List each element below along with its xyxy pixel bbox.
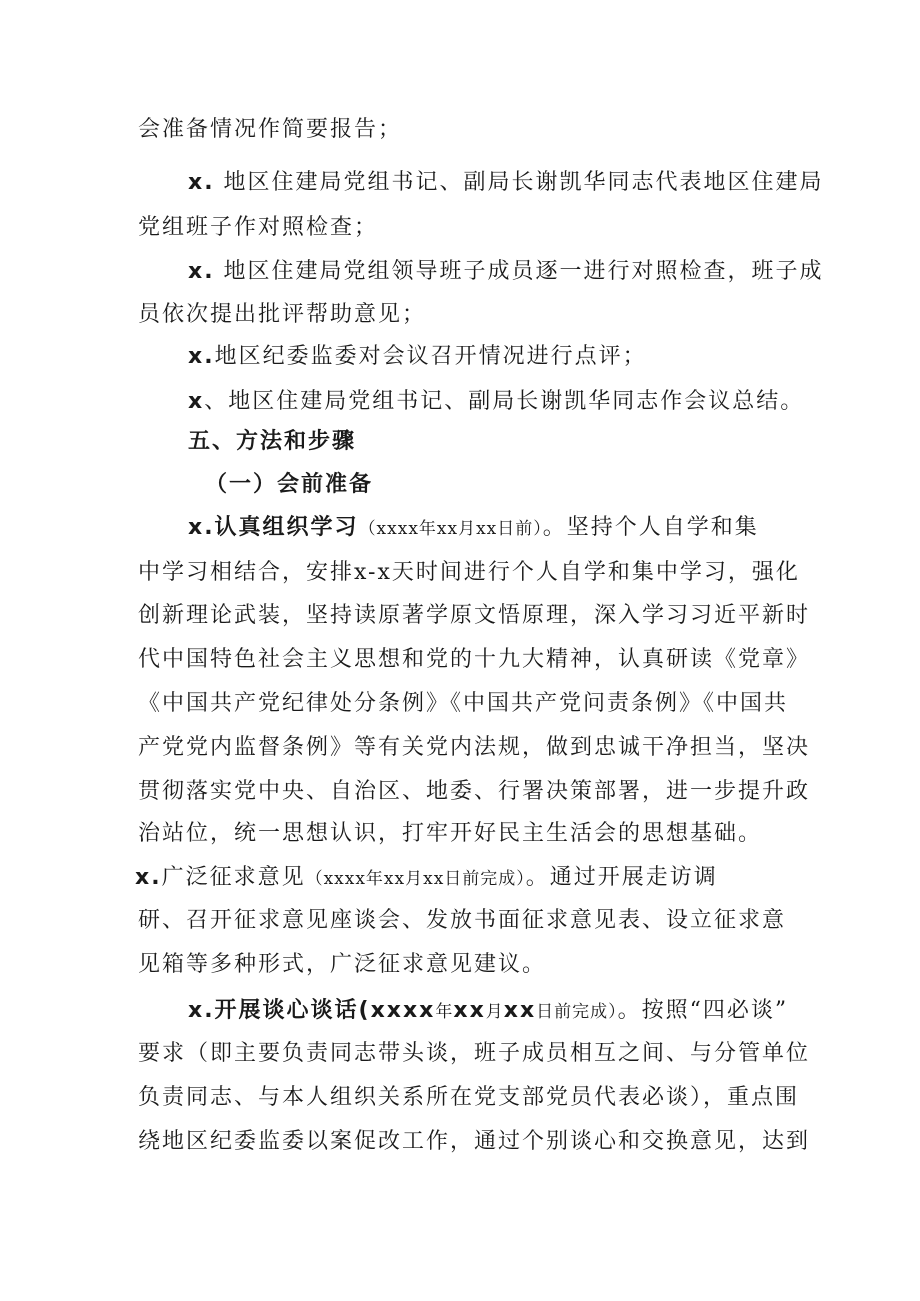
line-text: 治站位，统一思想认识，打牢开好民主生活会的思想基础。 (138, 821, 763, 846)
line-text: 会准备情况作简要报告； (138, 117, 403, 142)
item-number: x (188, 389, 205, 414)
heading-text: 五、方法和步骤 (188, 429, 357, 454)
paragraph-line (138, 645, 810, 675)
paragraph-line (138, 906, 786, 936)
line-text: 地区纪委监委对会议召开情况进行点评； (214, 344, 647, 369)
text-line (138, 300, 426, 330)
line-text: 负责同志、与本人组织关系所在党支部党员代表必谈），重点围 (138, 1085, 800, 1110)
date-value: xx (453, 998, 486, 1023)
date-value: xx (503, 998, 537, 1023)
paragraph-line (138, 950, 546, 980)
date-unit: 月 (485, 1002, 504, 1022)
line-text: 研、召开征求意见座谈会、发放书面征求意见表、设立征求意 (138, 908, 787, 933)
paragraph-line (138, 601, 810, 631)
line-text: 党组班子作对照检查； (138, 215, 379, 240)
list-item (188, 257, 824, 287)
line-text: 绕地区纪委监委以案促改工作，通过个别谈心和交换意见，达到 (138, 1129, 811, 1154)
line-text: 产党党内监督条例》等有关党内法规，做到忠诚干净担当，坚决 (138, 735, 811, 760)
subsection-heading (205, 470, 373, 500)
line-text: 见箱等多种形式，广泛征求意见建议。 (138, 952, 547, 977)
list-item (188, 342, 647, 372)
heading-text: （一）会前准备 (205, 472, 374, 497)
paragraph-line (138, 777, 810, 807)
item-number: x. (188, 170, 215, 195)
item-number: x. (188, 344, 215, 369)
line-text: 地区住建局党组书记、副局长谢凯华同志代表地区住建局 (214, 170, 824, 195)
date-unit: 年 (435, 1002, 454, 1022)
paragraph-line (188, 513, 759, 544)
line-text: 《中国共产党纪律处分条例》《中国共产党问责条例》《中国共 (138, 691, 789, 716)
line-text: 贯彻落实党中央、自治区、地委、行署决策部署，进一步提升政 (138, 779, 811, 804)
line-text: 中学习相结合，安排x-x天时间进行个人自学和集中学习，强化 (138, 560, 800, 585)
paragraph-line (188, 996, 788, 1027)
item-date: 日前完成） (536, 1002, 618, 1022)
paragraph-line (138, 1083, 799, 1113)
paragraph-line (138, 819, 762, 849)
item-date: （xxxx年xx月xx日前完成） (305, 869, 526, 889)
item-date: （xxxx年xx月xx日前） (358, 519, 543, 539)
line-text: 要求（即主要负责同志带头谈，班子成员相互之间、与分管单位 (138, 1041, 811, 1066)
paragraph-line (138, 733, 810, 763)
item-title: x.认真组织学习 (188, 515, 359, 540)
item-title: 广泛征求意见 (161, 865, 306, 890)
line-text: 。按照“四必谈” (617, 998, 789, 1023)
item-number: x. (188, 259, 215, 284)
paragraph-line (138, 558, 800, 588)
item-number: x. (135, 865, 162, 890)
paragraph-line (138, 1039, 810, 1069)
list-item (188, 387, 804, 417)
paragraph-line (138, 1127, 810, 1157)
section-heading (188, 427, 356, 457)
text-line (138, 115, 402, 145)
line-text: 代中国特色社会主义思想和党的十九大精神，认真研读《党章》 (138, 647, 811, 672)
line-text: 。通过开展走访调 (525, 865, 718, 890)
text-line (138, 213, 378, 243)
paragraph-line (135, 863, 718, 894)
line-text: 地区住建局党组领导班子成员逐一进行对照检查，班子成 (214, 259, 824, 284)
line-text: 创新理论武装，坚持读原著学原文悟原理，深入学习习近平新时 (138, 603, 811, 628)
line-text: 员依次提出批评帮助意见； (138, 302, 427, 327)
paragraph-line (138, 689, 788, 719)
line-text: 。坚持个人自学和集 (542, 515, 759, 540)
list-item (188, 168, 824, 198)
item-title: x.开展谈心谈话(xxxx (188, 998, 436, 1023)
line-text: 、地区住建局党组书记、副局长谢凯华同志作会议总结。 (204, 389, 805, 414)
